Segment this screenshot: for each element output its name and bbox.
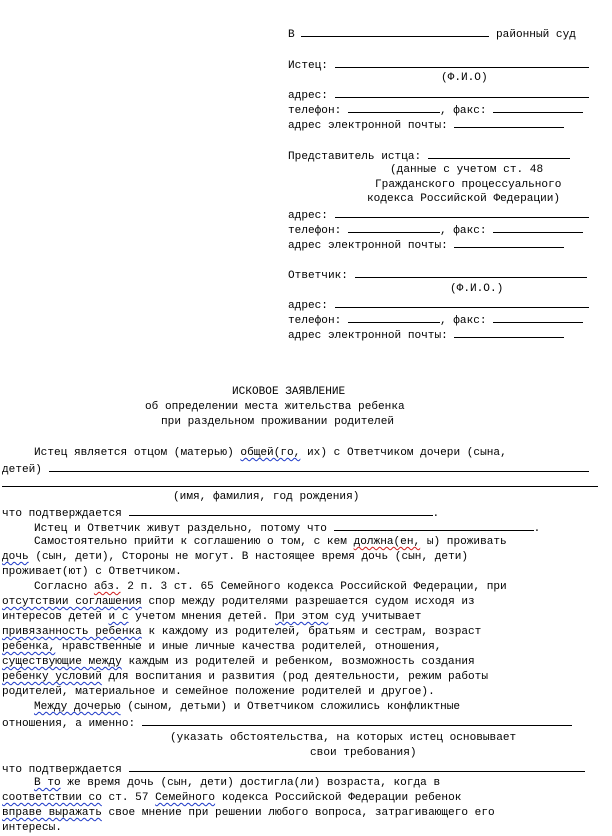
document-subtitle-2: при раздельном проживании родителей [161, 416, 395, 428]
court-name-field[interactable] [301, 26, 489, 37]
court-line: В районный суд [288, 26, 576, 41]
rep-hint-1: (данные с учетом ст. 48 [390, 164, 544, 176]
child-name-hint: (имя, фамилия, год рождения) [173, 491, 360, 503]
separate-living-reason-field[interactable] [334, 520, 534, 531]
confirm-line-2: что подтверждается [2, 761, 585, 776]
body-p6-line-4: интересы. [2, 822, 62, 834]
circumstances-hint-1: (указать обстоятельства, на которых истец основывает [170, 732, 517, 744]
body-p3-line-2: дочь (сын, дети), Стороны не могут. В настоящее время дочь (сын, дети) [2, 551, 469, 563]
plaintiff-email-line: адрес электронной почты: [288, 117, 564, 132]
body-p4-line-6: существующие между каждым из родителей и ребенком, возможность создания [2, 656, 475, 668]
plaintiff-address-line: адрес: [288, 87, 589, 102]
plaintiff-phone-line: телефон: , факс: [288, 102, 583, 117]
body-line-1: Истец является отцом (матерью) общей(го, их) с Ответчиком дочери (сына, [34, 447, 507, 459]
representative-name-field[interactable] [428, 148, 570, 159]
plaintiff-phone-field[interactable] [348, 102, 440, 113]
defendant-fio-hint: (Ф.И.О.) [450, 283, 504, 295]
rep-phone-field[interactable] [348, 222, 440, 233]
body-p4-line-3: интересов детей и с учетом мнения детей. При этом суд учитывает [2, 611, 422, 623]
separate-living-line: Истец и Ответчик живут раздельно, потому что . [34, 520, 540, 535]
body-p4-line-4: привязанность ребенка к каждому из родителей, братьям и сестрам, возраст [2, 626, 482, 638]
defendant-phone-line: телефон: , факс: [288, 312, 583, 327]
rep-address-line: адрес: [288, 207, 589, 222]
plaintiff-address-field[interactable] [335, 87, 589, 98]
child-info-field[interactable] [49, 461, 589, 472]
body-p4-line-5: ребенка, нравственные и иные личные качества родителей, отношения, [2, 641, 442, 653]
rep-hint-2: Гражданского процессуального [375, 179, 562, 191]
rep-hint-3: кодекса Российской Федерации) [367, 193, 561, 205]
body-p3-line-3: проживает(ют) с Ответчиком. [2, 566, 182, 578]
document-subtitle-1: об определении места жительства ребенка [145, 401, 405, 413]
body-p5-line-1: Между дочерью (сыном, детьми) и Ответчиком сложились конфликтные [34, 701, 461, 713]
body-p4-line-7: ребенку условий для воспитания и развития (род деятельности, режим работы [2, 671, 489, 683]
defendant-name-field[interactable] [355, 267, 587, 278]
confirm-field-1[interactable] [129, 505, 433, 516]
body-p6-line-3: вправе выражать свое мнение при решении любого вопроса, затрагивающего его [2, 807, 495, 819]
defendant-email-line: адрес электронной почты: [288, 327, 564, 342]
representative-line: Представитель истца: [288, 148, 570, 163]
body-p6-line-1: В то же время дочь (сын, дети) достигла(ли) возраста, когда в [34, 777, 441, 789]
body-p4-line-1: Согласно абз. 2 п. 3 ст. 65 Семейного кодекса Российской Федерации, при [34, 581, 507, 593]
rep-email-field[interactable] [454, 237, 564, 248]
plaintiff-line: Истец: [288, 57, 589, 72]
confirm-line-1: что подтверждается . [2, 505, 439, 520]
body-p4-line-8: родителей, материальное и семейное положение родителей и другое). [2, 686, 435, 698]
document-title: ИСКОВОЕ ЗАЯВЛЕНИЕ [232, 386, 346, 398]
plaintiff-name-field[interactable] [335, 57, 589, 68]
rep-phone-line: телефон: , факс: [288, 222, 583, 237]
defendant-address-line: адрес: [288, 297, 589, 312]
rep-fax-field[interactable] [493, 222, 583, 233]
defendant-email-field[interactable] [454, 327, 564, 338]
body-p4-line-2: отсутствии соглашения спор между родителями разрешается судом исходя из [2, 596, 475, 608]
defendant-phone-field[interactable] [348, 312, 440, 323]
confirm-field-2[interactable] [129, 761, 585, 772]
rep-email-line: адрес электронной почты: [288, 237, 564, 252]
defendant-address-field[interactable] [335, 297, 589, 308]
body-p5-line-2: отношения, а именно: [2, 715, 572, 730]
body-line-2: детей) [2, 461, 589, 476]
circumstances-hint-2: свои требования) [310, 747, 417, 759]
plaintiff-fio-hint: (Ф.И.О) [441, 72, 488, 84]
body-p3-line-1: Самостоятельно прийти к соглашению о том, с кем должна(ен, ы) проживать [34, 536, 507, 548]
defendant-fax-field[interactable] [493, 312, 583, 323]
plaintiff-email-field[interactable] [454, 117, 564, 128]
body-p6-line-2: соответствии со ст. 57 Семейного кодекса Российской Федерации ребенок [2, 792, 462, 804]
plaintiff-fax-field[interactable] [493, 102, 583, 113]
rep-address-field[interactable] [335, 207, 589, 218]
defendant-line: Ответчик: [288, 267, 587, 282]
conflict-details-field[interactable] [142, 715, 572, 726]
child-info-field-2[interactable] [2, 476, 598, 487]
